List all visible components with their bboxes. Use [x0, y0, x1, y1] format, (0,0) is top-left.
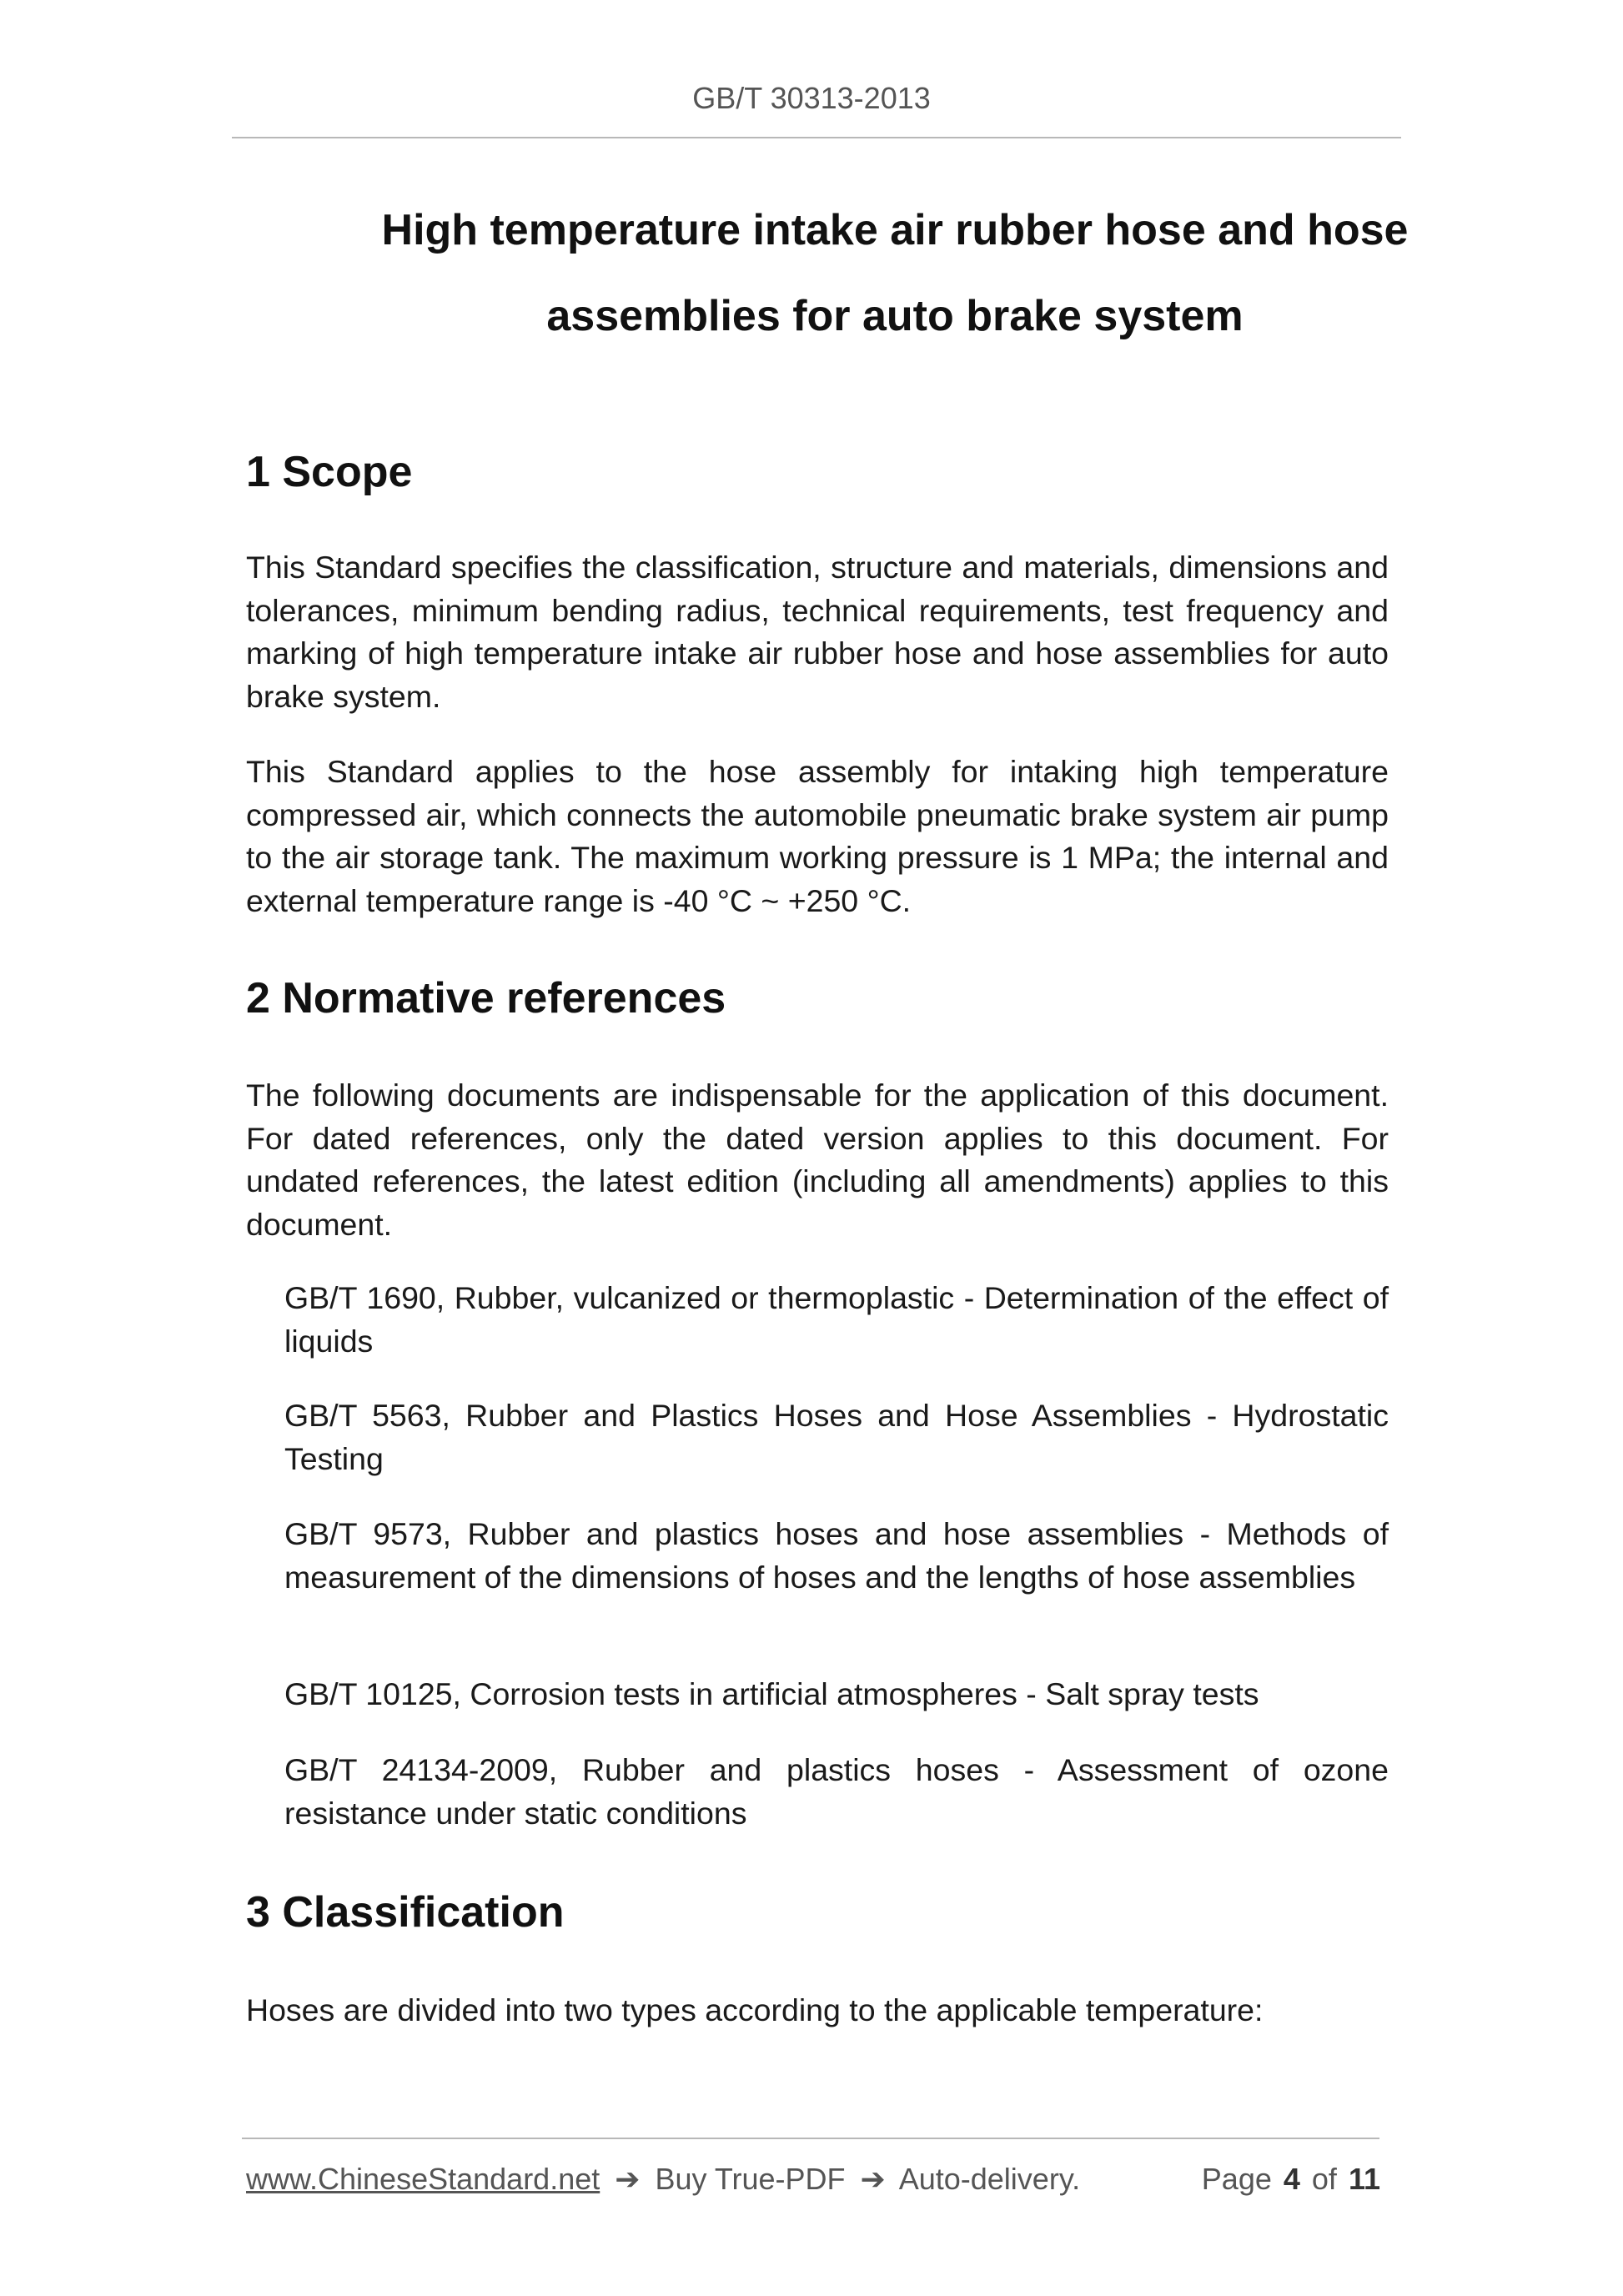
footer-promo: [246, 2158, 1080, 2200]
page-footer: [246, 2158, 1380, 2200]
buy-true-pdf-text: Buy True-PDF: [655, 2162, 846, 2196]
total-page-count: 11: [1348, 2162, 1380, 2196]
site-link[interactable]: www.ChineseStandard.net: [246, 2162, 600, 2196]
arrow-right-icon: ➔: [860, 2162, 886, 2196]
document-title-line-2: assemblies for auto brake system: [546, 292, 1244, 340]
reference-item: GB/T 9573, Rubber and plastics hoses and hose assemblies - Methods of measurement of the dimensions of hoses and the lengths of hose assemblies: [284, 1516, 1389, 1595]
reference-item: GB/T 24134-2009, Rubber and plastics hoses - Assessment of ozone resistance under static conditions: [284, 1752, 1389, 1831]
auto-delivery-text: Auto-delivery.: [898, 2162, 1081, 2196]
of-label: of: [1311, 2162, 1337, 2196]
classification-paragraph-1: Hoses are divided into two types according to the applicable temperature:: [246, 1992, 1264, 2027]
reference-item: GB/T 10125, Corrosion tests in artificial atmospheres - Salt spray tests: [284, 1676, 1259, 1711]
arrow-right-icon: ➔: [615, 2162, 641, 2196]
header-divider: [232, 137, 1401, 138]
reference-item: GB/T 5563, Rubber and Plastics Hoses and Hose Assemblies - Hydrostatic Testing: [284, 1398, 1389, 1476]
section-heading-scope: 1 Scope: [246, 448, 413, 496]
page-label: Page: [1201, 2162, 1272, 2196]
current-page-number: 4: [1283, 2162, 1300, 2196]
footer-divider: [242, 2138, 1379, 2139]
page-indicator: [1202, 2158, 1380, 2200]
document-title: [209, 188, 1581, 359]
document-title-line-1: High temperature intake air rubber hose and hose: [381, 206, 1409, 254]
scope-paragraph-2: This Standard applies to the hose assembly for intaking high temperature compressed air, which connects the automobile pneumatic brake system air pump to the air storage tank. The maximum working pressure is 1 MPa; the internal and external temperature range is -40 °C ~ +250 °C.: [246, 754, 1389, 918]
scope-paragraph-1: This Standard specifies the classification, structure and materials, dimensions and tolerances, minimum bending radius, technical requirements, test frequency and marking of high temperature intake air rubber hose and hose assemblies for auto brake system.: [246, 550, 1389, 714]
section-heading-classification: 3 Classification: [246, 1888, 565, 1937]
section-heading-normative-references: 2 Normative references: [246, 974, 726, 1022]
running-header: GB/T 30313-2013: [692, 81, 931, 115]
references-intro-paragraph: The following documents are indispensable for the application of this document. For dated references, only the dated version applies to this document. For undated references, the latest edition (including all amendments) applies to this document.: [246, 1078, 1389, 1242]
reference-item: GB/T 1690, Rubber, vulcanized or thermoplastic - Determination of the effect of liquids: [284, 1280, 1389, 1359]
